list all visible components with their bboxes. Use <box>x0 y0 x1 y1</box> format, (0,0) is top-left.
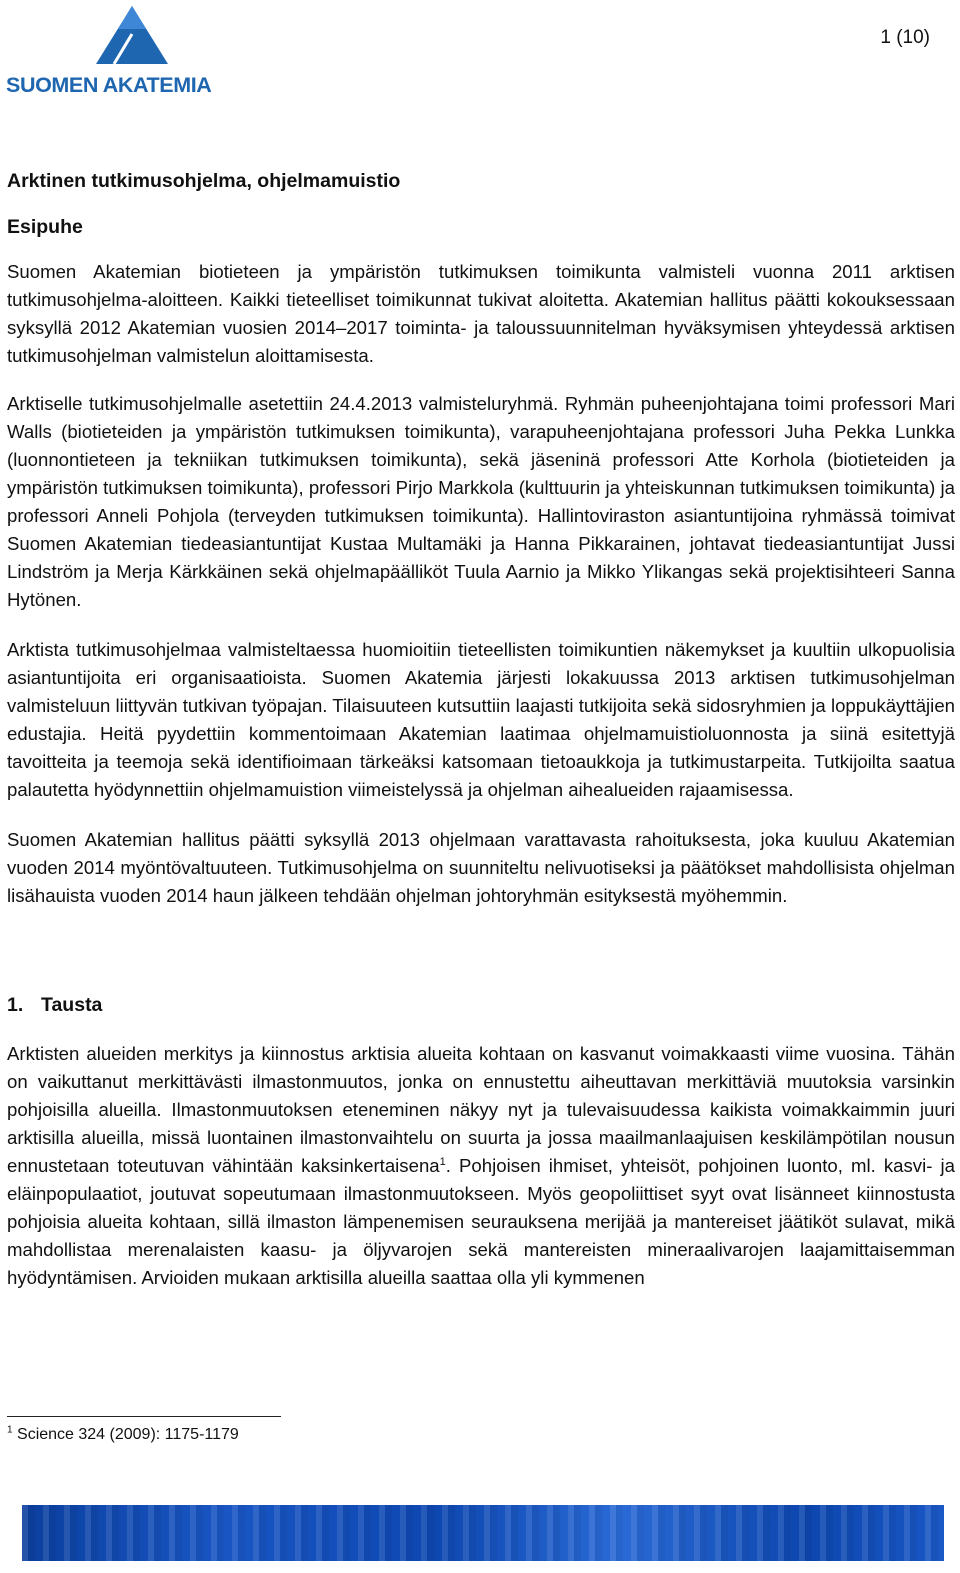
footnote-divider <box>7 1416 281 1417</box>
logo-wordmark: SUOMEN AKATEMIA <box>6 73 212 97</box>
paragraph: Arktista tutkimusohjelmaa valmisteltaessa huomioitiin tieteellisten toimikuntien näkemykset ja kuultiin ulkopuolisia asiantuntijoita eri organisaatioista. Suomen Akatemia järjesti lokakuussa 2013 arktisen tutkimusohjelman valmisteluun liittyvän tutkivan työpajan. Tilaisuuteen kutsuttiin laajasti tutkijoita sekä sidosryhmien ja loppukäyttäjien edustajia. Heitä pyydettiin kommentoimaan Akatemian laatimaa ohjelmamuistioluonnosta ja siinä esitettyjä tavoitteita ja teemoja sekä identifioimaan tärkeäksi katsomaan tietoaukkoja ja tutkimustarpeita. Tutkijoilta saatua palautetta hyödynnettiin ohjelmamuistion viimeistelyssä ja ohjelman aihealueiden rajaamisessa. <box>7 639 955 800</box>
preface-heading: Esipuhe <box>7 216 83 238</box>
suomen-akatemia-logo <box>4 4 254 96</box>
section-title: Tausta <box>41 994 103 1016</box>
footnote-text: Science 324 (2009): 1175-1179 <box>17 1426 239 1443</box>
footnote <box>7 1426 239 1444</box>
triangle-logo-icon <box>92 4 170 66</box>
footnote-reference[interactable]: 1 <box>439 1155 446 1168</box>
document-body <box>7 166 955 1292</box>
paragraph: Suomen Akatemian biotieteen ja ympäristön tutkimuksen toimikunta valmisteli vuonna 2011 arktisen tutkimusohjelma-aloitteen. Kaikki tieteelliset toimikunnat tukivat aloitetta. Akatemian hallitus päätti kokouksessaan syksyllä 2012 Akatemian vuosien 2014–2017 toiminta- ja taloussuunnitelman hyväksymisen yhteydessä arktisen tutkimusohjelman valmistelun aloittamisesta. <box>7 261 955 366</box>
document-title: Arktinen tutkimusohjelma, ohjelmamuistio <box>7 170 401 192</box>
page-number: 1 (10) <box>880 27 930 48</box>
section-text-part: Arktisten alueiden merkitys ja kiinnostus arktisia alueita kohtaan on kasvanut voimakkaasti viime vuosina. Tähän on vaikuttanut merkittävästi ilmastonmuutos, jonka on ennustettu aiheuttavan merkittäviä muutoksia varsinkin pohjoisilla alueilla. Ilmastonmuutoksen eteneminen näkyy nyt ja tulevaisuudessa kaikista voimakkaimmin juuri arktisilla alueilla, missä luontainen ilmastonvaihtelu on suurta ja jossa maailmanlaajuisen keskilämpötilan nousun ennustetaan toteutuvan vähintään kaksinkertaisena <box>7 1043 955 1176</box>
paragraph: Arktiselle tutkimusohjelmalle asetettiin 24.4.2013 valmisteluryhmä. Ryhmän puheenjohtajana toimi professori Mari Walls (biotieteiden ja ympäristön tutkimuksen toimikunta), varapuheenjohtajana professori Juha Pekka Lunkka (luonnontieteen ja tekniikan tutkimuksen toimikunta), sekä jäseninä professori Atte Korhola (biotieteiden ja ympäristön tutkimuksen toimikunta), professori Pirjo Markkola (kulttuurin ja yhteiskunnan tutkimuksen toimikunta) ja professori Anneli Pohjola (terveyden tutkimuksen toimikunta). Hallintoviraston asiantuntijoina ryhmässä toimivat Suomen Akatemian tiedeasiantuntijat Kustaa Multamäki ja Hanna Pikkarainen, johtavat tiedeasiantuntijat Jussi Lindström ja Merja Kärkkäinen sekä ohjelmapäälliköt Tuula Aarnio ja Mikko Ylikangas sekä projektisihteeri Sanna Hytönen. <box>7 393 955 610</box>
footnote-number: 1 <box>7 1424 13 1436</box>
section-number: 1. <box>7 994 24 1016</box>
section-text-part: . Pohjoisen ihmiset, yhteisöt, pohjoinen luonto, ml. kasvi- ja eläinpopulaatiot, joutuvat sopeutumaan ilmastonmuutokseen. Myös geopoliittiset syyt ovat lisänneet kiinnostusta pohjoisia alueita kohtaan, sillä ilmaston lämpenemisen seurauksena merijää ja mantereiset jäätiköt sulavat, mikä mahdollistaa merenalaisten kaasu- ja öljyvarojen sekä mantereisten mineraalivarojen laajamittaisemman hyödyntämisen. Arvioiden mukaan arktisilla alueilla saattaa olla yli kymmenen <box>7 1155 955 1288</box>
section-paragraph <box>7 1040 955 1292</box>
paragraph: Suomen Akatemian hallitus päätti syksyllä 2013 ohjelmaan varattavasta rahoituksesta, joka kuuluu Akatemian vuoden 2014 myöntövaltuuteen. Tutkimusohjelma on suunniteltu nelivuotiseksi ja päätökset mahdollisista ohjelman lisähauista vuoden 2014 haun jälkeen tehdään ohjelman johtoryhmän esityksestä myöhemmin. <box>7 829 955 906</box>
section-heading <box>7 990 955 1020</box>
footer-decorative-band <box>22 1505 944 1561</box>
